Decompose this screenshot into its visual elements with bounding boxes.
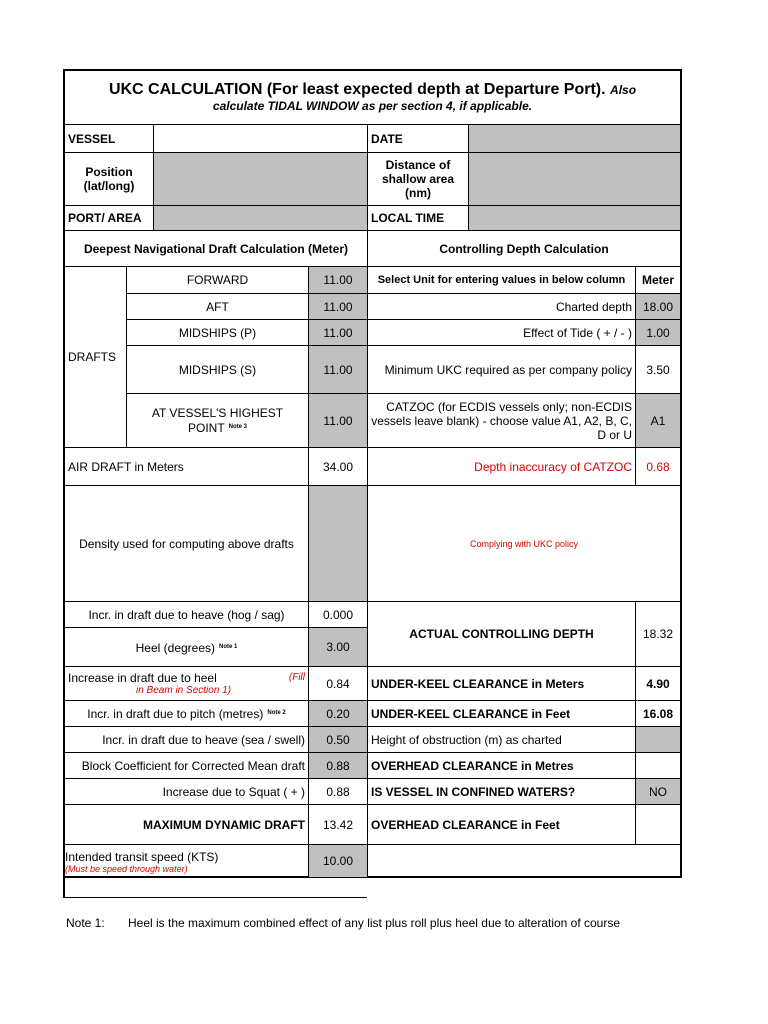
pitch-note: Note 2: [267, 710, 286, 716]
heave-hog-value[interactable]: 0.000: [308, 601, 367, 627]
heel-fill-note: (Fill: [288, 672, 305, 683]
aft-value[interactable]: 11.00: [308, 293, 367, 319]
heel-value[interactable]: 3.00: [308, 627, 367, 666]
ukc-feet-label: UNDER-KEEL CLEARANCE in Feet: [367, 700, 635, 726]
local-time-label: LOCAL TIME: [367, 205, 468, 230]
unit-select-label: Select Unit for entering values in below column: [367, 267, 635, 293]
overhead-metres-label: OVERHEAD CLEARANCE in Metres: [367, 752, 635, 778]
heel-text: Heel (degrees): [135, 640, 216, 655]
midships-s-label: MIDSHIPS (S): [126, 345, 308, 393]
squat-value: 0.88: [308, 778, 367, 804]
max-draft-value: 13.42: [308, 804, 367, 844]
density-value[interactable]: [308, 485, 367, 601]
overhead-metres-value: [635, 752, 680, 778]
ukc-feet-value: 16.08: [635, 700, 680, 726]
pitch-text: Incr. in draft due to pitch (metres): [87, 707, 264, 721]
heel-label: [65, 627, 308, 666]
distance-field[interactable]: [468, 152, 680, 205]
density-label: Density used for computing above drafts: [65, 485, 308, 601]
catzoc-inaccuracy-value: 0.68: [635, 447, 680, 485]
port-field[interactable]: [153, 205, 367, 230]
speed-value[interactable]: 10.00: [308, 844, 367, 877]
charted-depth-label: Charted depth: [367, 293, 635, 319]
heave-hog-label: Incr. in draft due to heave (hog / sag): [65, 601, 308, 627]
vessel-label: VESSEL: [65, 124, 153, 152]
highest-point-value[interactable]: 11.00: [308, 393, 367, 447]
heel-increase-value: 0.84: [308, 666, 367, 700]
note-1: [66, 916, 620, 930]
air-draft-label: AIR DRAFT in Meters: [65, 447, 308, 485]
heel-increase-label: Increase in draft due to heel: [68, 671, 217, 685]
heel-note: Note 1: [219, 643, 238, 650]
note-1-text: Heel is the maximum combined effect of any list plus roll plus heel due to alteration of course: [128, 916, 621, 930]
confined-waters-select[interactable]: NO: [635, 778, 680, 804]
min-ukc-label: Minimum UKC required as per company policy: [367, 345, 635, 393]
heel-fill-note-2: in Beam in Section 1): [136, 685, 232, 696]
pitch-label: [65, 700, 308, 726]
speed-label: Intended transit speed (KTS): [65, 850, 219, 864]
max-draft-label: MAXIMUM DYNAMIC DRAFT: [65, 804, 308, 844]
form-title: [65, 71, 680, 123]
vessel-field[interactable]: [153, 124, 367, 152]
bottom-extension-line: [63, 897, 367, 898]
aft-label: AFT: [126, 293, 308, 319]
speed-cell: [65, 844, 308, 877]
title-subline: calculate TIDAL WINDOW as per section 4, if applicable.: [212, 99, 533, 113]
complying-status: Complying with UKC policy: [367, 485, 680, 601]
position-label: Position (lat/long): [65, 152, 153, 205]
charted-depth-value[interactable]: 18.00: [635, 293, 680, 319]
tide-effect-value[interactable]: 1.00: [635, 319, 680, 345]
midships-s-value[interactable]: 11.00: [308, 345, 367, 393]
confined-waters-label: IS VESSEL IN CONFINED WATERS?: [367, 778, 635, 804]
blank-cell: [367, 844, 680, 877]
date-label: DATE: [367, 124, 468, 152]
midships-p-value[interactable]: 11.00: [308, 319, 367, 345]
left-extension-line: [63, 876, 65, 898]
squat-label: Increase due to Squat ( + ): [65, 778, 308, 804]
title-main: UKC CALCULATION (For least expected depth at Departure Port).: [108, 81, 606, 98]
obstruction-value[interactable]: [635, 726, 680, 752]
local-time-field[interactable]: [468, 205, 680, 230]
port-label: PORT/ AREA: [65, 205, 153, 230]
date-field[interactable]: [468, 124, 680, 152]
tide-effect-label: Effect of Tide ( + / - ): [367, 319, 635, 345]
overhead-feet-label: OVERHEAD CLEARANCE in Feet: [367, 804, 635, 844]
ukc-meters-value: 4.90: [635, 666, 680, 700]
ukc-meters-label: UNDER-KEEL CLEARANCE in Meters: [367, 666, 635, 700]
obstruction-label: Height of obstruction (m) as charted: [367, 726, 635, 752]
heel-increase-cell: [65, 666, 308, 700]
position-field[interactable]: [153, 152, 367, 205]
highest-point-note: Note 3: [228, 424, 247, 430]
min-ukc-value[interactable]: 3.50: [635, 345, 680, 393]
catzoc-label: CATZOC (for ECDIS vessels only; non-ECDIS vessels leave blank) - choose value A1, A2, B, C, D or U: [367, 393, 635, 447]
heave-sea-label: Incr. in draft due to heave (sea / swell): [65, 726, 308, 752]
depth-calc-heading: Controlling Depth Calculation: [367, 230, 680, 267]
actual-depth-value: 18.32: [635, 601, 680, 666]
pitch-value[interactable]: 0.20: [308, 700, 367, 726]
catzoc-inaccuracy-label: Depth inaccuracy of CATZOC: [367, 447, 635, 485]
speed-note: (Must be speed through water): [65, 864, 188, 874]
overhead-feet-value: [635, 804, 680, 844]
heave-sea-value[interactable]: 0.50: [308, 726, 367, 752]
note-1-label: Note 1:: [66, 916, 105, 930]
highest-point-text: AT VESSEL'S HIGHEST POINT: [151, 406, 284, 435]
actual-depth-label: ACTUAL CONTROLLING DEPTH: [367, 601, 635, 666]
forward-label: FORWARD: [126, 267, 308, 293]
forward-value[interactable]: 11.00: [308, 267, 367, 293]
drafts-label: DRAFTS: [68, 350, 116, 364]
air-draft-value[interactable]: 34.00: [308, 447, 367, 485]
draft-calc-heading: Deepest Navigational Draft Calculation (Meter): [65, 230, 367, 267]
unit-select[interactable]: Meter: [635, 267, 680, 293]
title-also: Also: [610, 83, 637, 97]
catzoc-value[interactable]: A1: [635, 393, 680, 447]
distance-label: Distance of shallow area (nm): [367, 152, 468, 205]
block-coefficient-value[interactable]: 0.88: [308, 752, 367, 778]
highest-point-label: [126, 393, 308, 447]
block-coefficient-label: Block Coefficient for Corrected Mean draft: [65, 752, 308, 778]
midships-p-label: MIDSHIPS (P): [126, 319, 308, 345]
